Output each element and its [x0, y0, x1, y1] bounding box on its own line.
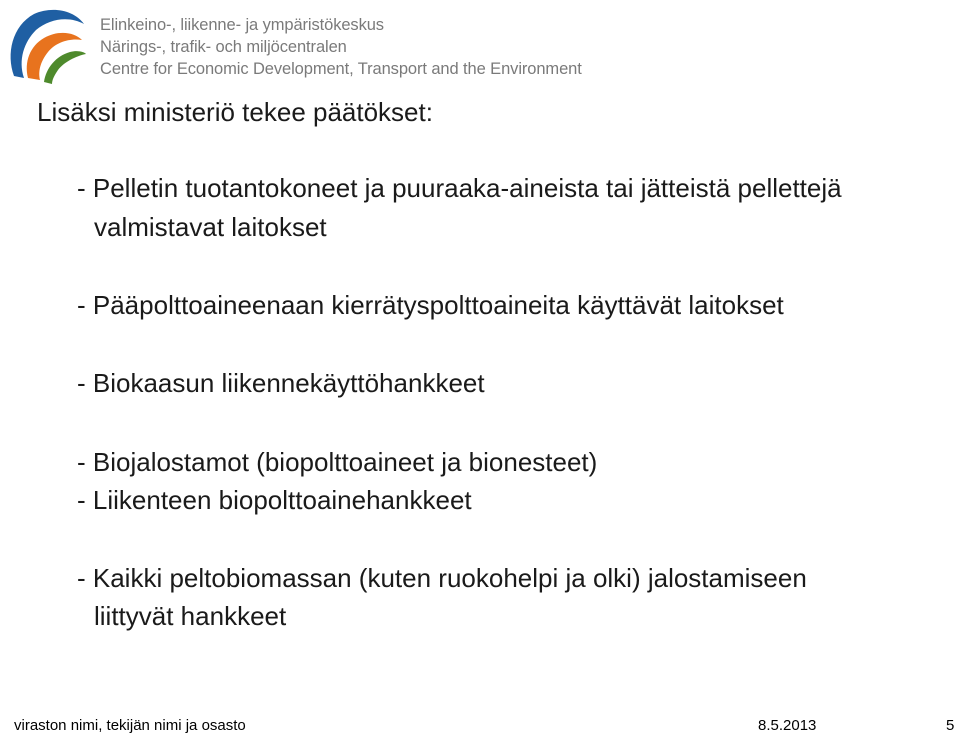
bullet-item-5: - Liikenteen biopolttoainehankkeet [77, 485, 472, 515]
bullet-item-1: - Pelletin tuotantokoneet ja puuraaka-aineista tai jätteistä pellettejä [77, 173, 842, 203]
bullet-item-2: - Pääpolttoaineenaan kierrätyspolttoaineita käyttävät laitokset [77, 290, 784, 320]
footer-date: 8.5.2013 [758, 717, 817, 734]
bullet-item-1-continuation: valmistavat laitokset [94, 212, 327, 242]
organization-name [100, 14, 582, 80]
footer-author: viraston nimi, tekijän nimi ja osasto [14, 717, 246, 734]
bullet-item-4: - Biojalostamot (biopolttoaineet ja bionesteet) [77, 447, 598, 477]
org-name-swedish: Närings-, trafik- och miljöcentralen [100, 38, 347, 56]
org-name-finnish: Elinkeino-, liikenne- ja ympäristökeskus [100, 16, 384, 34]
bullet-item-3: - Biokaasun liikennekäyttöhankkeet [77, 368, 485, 398]
org-name-english: Centre for Economic Development, Transport and the Environment [100, 60, 582, 78]
bullet-item-6-continuation: liittyvät hankkeet [94, 601, 287, 631]
page-number: 5 [946, 717, 955, 734]
slide-title: Lisäksi ministeriö tekee päätökset: [37, 97, 433, 127]
ely-centre-logo-icon [4, 4, 86, 84]
bullet-item-6: - Kaikki peltobiomassan (kuten ruokohelpi ja olki) jalostamiseen [77, 563, 807, 593]
